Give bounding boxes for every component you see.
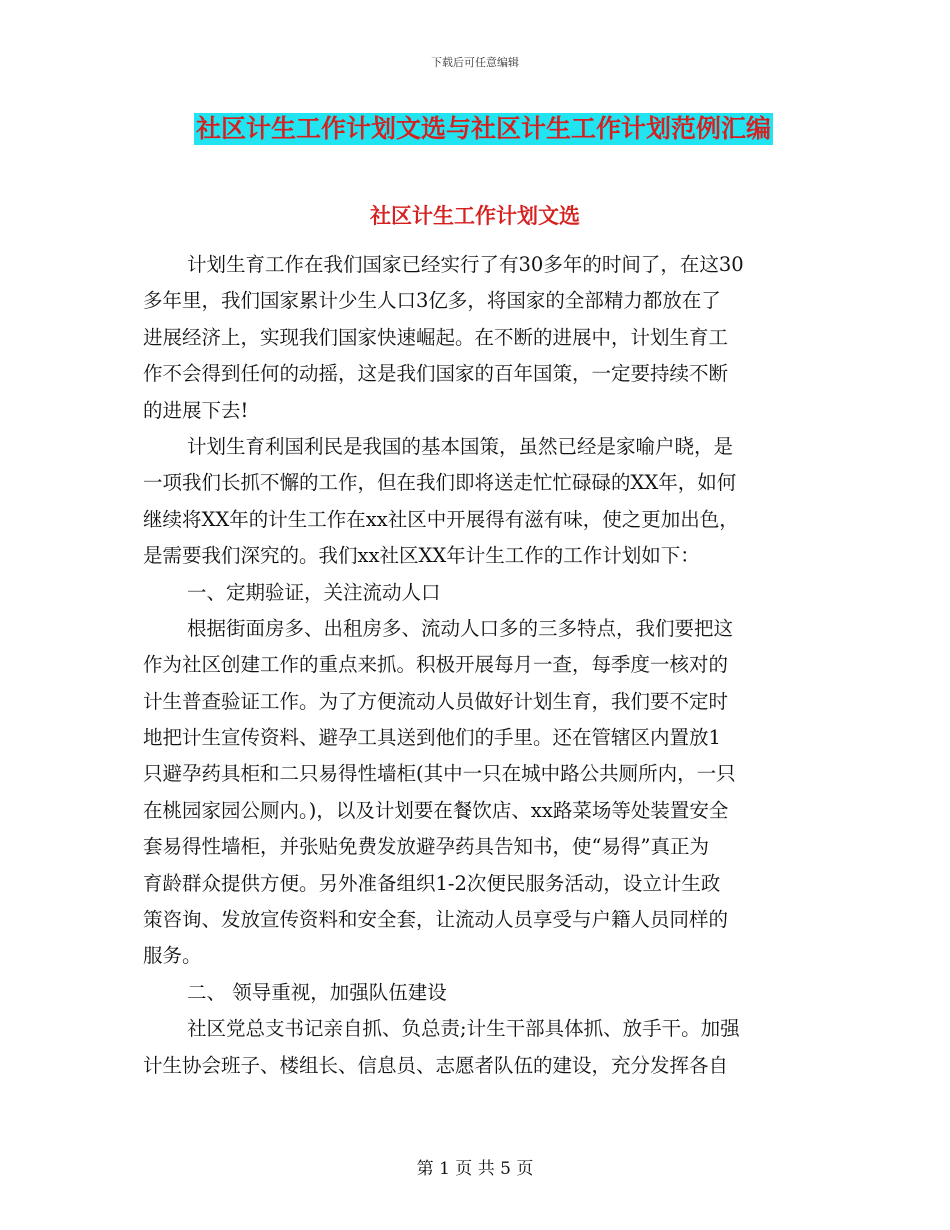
paragraph-line: 计生普查验证工作。为了方便流动人员做好计划生育，我们要不定时: [143, 689, 729, 713]
paragraph-line: 作为社区创建工作的重点来抓。积极开展每月一查，每季度一核对的: [143, 653, 729, 677]
paragraph-line: 策咨询、发放宣传资料和安全套，让流动人员享受与户籍人员同样的: [143, 908, 729, 932]
paragraph-line: 根据街面房多、出租房多、流动人口多的三多特点，我们要把这: [187, 616, 734, 640]
paragraph-line: 进展经济上，实现我们国家快速崛起。在不断的进展中，计划生育工: [143, 325, 729, 349]
paragraph-line: 一项我们长抓不懈的工作，但在我们即将送走忙忙碌碌的XX年，如何: [143, 471, 737, 495]
paragraph-line: 继续将XX年的计生工作在xx社区中开展得有滋有味，使之更加出色，: [143, 507, 739, 531]
main-title: 社区计生工作计划文选与社区计生工作计划范例汇编: [196, 114, 772, 143]
paragraph-line: 套易得性墙柜，并张贴免费发放避孕药具告知书，使“易得”真正为: [143, 835, 709, 859]
header-note: 下载后可任意编辑: [431, 56, 519, 69]
paragraph-line: 在桃园家园公厕内。)，以及计划要在餐饮店、xx路菜场等处装置安全: [143, 798, 729, 822]
page-footer: 第 1 页 共 5 页: [416, 1159, 534, 1179]
paragraph-line: 作不会得到任何的动摇，这是我们国家的百年国策，一定要持续不断: [143, 362, 729, 386]
paragraph-line: 是需要我们深究的。我们xx社区XX年计生工作的工作计划如下：: [143, 544, 700, 568]
paragraph-line: 地把计生宣传资料、避孕工具送到他们的手里。还在管辖区内置放1: [143, 726, 721, 750]
document-body: [143, 247, 810, 1084]
paragraph-line: 计划生育利国利民是我国的基本国策，虽然已经是家喻户晓，是: [187, 434, 734, 458]
paragraph-line: 多年里，我们国家累计少生人口3亿多，将国家的全部精力都放在了: [143, 289, 721, 313]
paragraph-line: 育龄群众提供方便。另外准备组织1-2次便民服务活动，设立计生政: [143, 871, 721, 895]
paragraph-line: 服务。: [143, 944, 202, 968]
paragraph-line: 社区党总支书记亲自抓、负总责;计生干部具体抓、放手干。加强: [187, 1017, 740, 1041]
paragraph-line: 计划生育工作在我们国家已经实行了有30多年的时间了，在这30: [187, 253, 744, 276]
section-heading-2: 二、 领导重视，加强队伍建设: [187, 980, 447, 1004]
paragraph-line: 的进展下去!: [143, 398, 249, 422]
paragraph-line: 计生协会班子、楼组长、信息员、志愿者队伍的建设，充分发挥各自: [143, 1053, 729, 1077]
section-heading-1: 一、定期验证，关注流动人口: [187, 580, 441, 604]
main-title-wrap: [194, 113, 773, 145]
section-title: 社区计生工作计划文选: [370, 203, 580, 228]
paragraph-line: 只避孕药具柜和二只易得性墙柜(其中一只在城中路公共厕所内，一只: [143, 762, 736, 786]
